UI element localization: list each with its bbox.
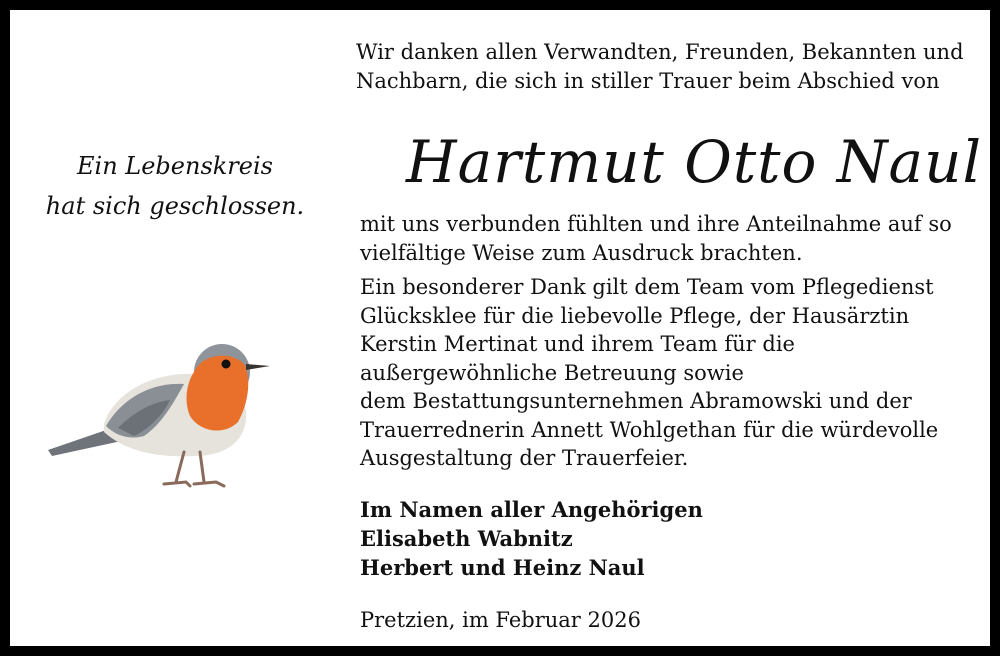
place-date: Pretzien, im Februar 2026 [360,608,641,632]
thanks-text [360,210,990,473]
bird-beak [246,364,270,370]
signature-line: Elisabeth Wabnitz [360,526,573,551]
text-line: dem Bestattungsunternehmen Abramowski und der [360,389,912,413]
motto-line: hat sich geschlossen. [45,192,305,220]
text-line: Trauerrednerin Annett Wohlgethan für die würdevolle [360,417,939,442]
intro-line: Wir danken allen Verwandten, Freunden, Bekannten und [356,40,964,64]
deceased-name: Hartmut Otto Naul [406,128,983,196]
bird-eye [222,360,231,369]
intro-line: Nachbarn, die sich in stiller Trauer beim Abschied von [356,69,940,93]
thanks-paragraph [360,273,990,473]
signatures [360,495,960,582]
text-line: außergewöhnliche Betreuung sowie [360,360,744,385]
text-line: vielfältige Weise zum Ausdruck brachten. [360,240,803,265]
signature-line: Herbert und Heinz Naul [360,555,645,580]
text-line: Glücksklee für die liebevolle Pflege, der Hausärztin [360,303,910,328]
signature-line: Im Namen aller Angehörigen [360,497,703,522]
text-line: Kerstin Mertinat und ihrem Team für die [360,332,795,356]
robin-bird-icon [34,332,274,492]
motto-line: Ein Lebenskreis [77,152,273,180]
text-line: mit uns verbunden fühlten und ihre Anteilnahme auf so [360,212,952,236]
intro-text [356,38,986,96]
thanks-paragraph [360,210,990,267]
text-line: Ausgestaltung der Trauerfeier. [360,446,689,470]
bird-legs [164,452,224,486]
text-line: Ein besonderer Dank gilt dem Team vom Pflegedienst [360,275,934,299]
motto [40,146,310,226]
